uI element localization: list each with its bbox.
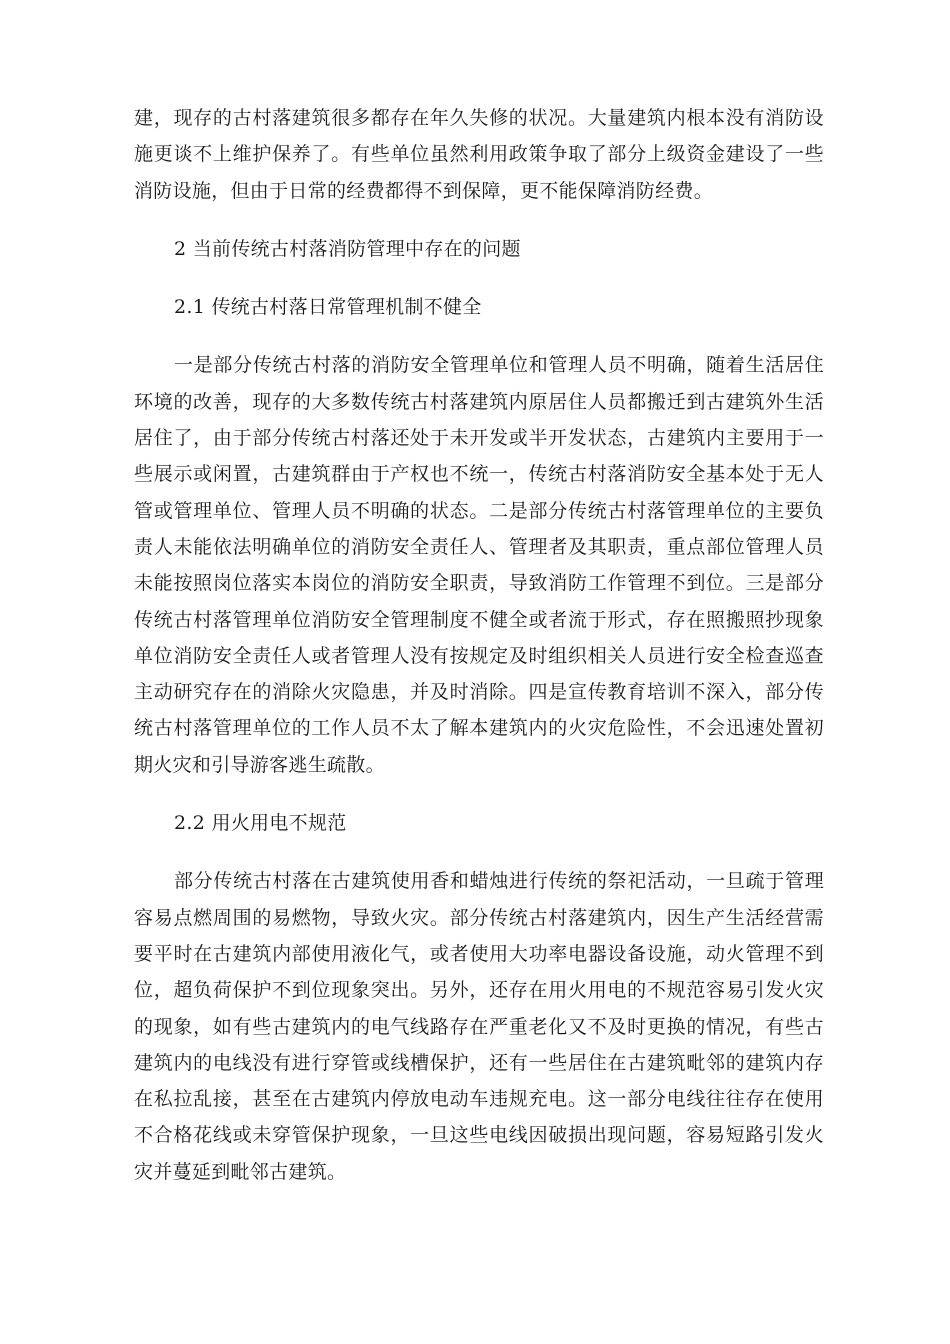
text-line: 管或管理单位、管理人员不明确的状态。二是部分传统古村落管理单位的主要负 bbox=[134, 499, 824, 522]
section-heading: 2.2 用火用电不规范 bbox=[174, 812, 347, 835]
text-line: 传统古村落管理单位消防安全管理制度不健全或者流于形式，存在照搬照抄现象 bbox=[134, 608, 824, 631]
text-line: 消防设施，但由于日常的经费都得不到保障，更不能保障消防经费。 bbox=[134, 179, 714, 202]
text-line: 未能按照岗位落实本岗位的消防安全职责，导致消防工作管理不到位。三是部分 bbox=[134, 572, 824, 595]
section-heading: 2.1 传统古村落日常管理机制不健全 bbox=[174, 296, 482, 319]
text-line: 一是部分传统古村落的消防安全管理单位和管理人员不明确，随着生活居住 bbox=[174, 354, 824, 377]
paragraph bbox=[134, 863, 824, 1190]
text-line: 统古村落管理单位的工作人员不太了解本建筑内的火灾危险性，不会迅速处置初 bbox=[134, 717, 824, 740]
text-line: 在私拉乱接，甚至在古建筑内停放电动车违规充电。这一部分电线往往存在使用 bbox=[134, 1088, 824, 1111]
text-line: 容易点燃周围的易燃物，导致火灾。部分传统古村落建筑内，因生产生活经营需 bbox=[134, 906, 824, 929]
text-line: 建，现存的古村落建筑很多都存在年久失修的状况。大量建筑内根本没有消防设 bbox=[134, 107, 824, 129]
text-line: 期火灾和引导游客逃生疏散。 bbox=[134, 753, 385, 776]
text-line: 建筑内的电线没有进行穿管或线槽保护，还有一些居住在古建筑毗邻的建筑内存 bbox=[134, 1051, 824, 1074]
text-line: 责人未能依法明确单位的消防安全责任人、管理者及其职责，重点部位管理人员 bbox=[134, 535, 824, 558]
text-line: 的现象，如有些古建筑内的电气线路存在严重老化又不及时更换的情况，有些古 bbox=[134, 1015, 824, 1038]
text-line: 单位消防安全责任人或者管理人没有按规定及时组织相关人员进行安全检查巡查 bbox=[134, 644, 824, 667]
text-line: 不合格花线或未穿管保护现象，一旦这些电线因破损出现问题，容易短路引发火 bbox=[134, 1124, 824, 1147]
text-line: 主动研究存在的消除火灾隐患，并及时消除。四是宣传教育培训不深入，部分传 bbox=[134, 681, 824, 704]
text-line: 位，超负荷保护不到位现象突出。另外，还存在用火用电的不规范容易引发火灾 bbox=[134, 979, 824, 1002]
text-line: 部分传统古村落在古建筑使用香和蜡烛进行传统的祭祀活动，一旦疏于管理 bbox=[174, 870, 824, 893]
text-line: 施更谈不上维护保养了。有些单位虽然利用政策争取了部分上级资金建设了一些 bbox=[134, 143, 824, 166]
text-line: 灾并蔓延到毗邻古建筑。 bbox=[134, 1160, 347, 1183]
text-line: 环境的改善，现存的大多数传统古村落建筑内原居住人员都搬迁到古建筑外生活 bbox=[134, 390, 824, 413]
document-body bbox=[134, 100, 824, 1212]
text-line: 居住了，由于部分传统古村落还处于未开发或半开发状态，古建筑内主要用于一 bbox=[134, 427, 824, 450]
section-heading: 2 当前传统古村落消防管理中存在的问题 bbox=[174, 237, 521, 260]
text-line: 些展示或闲置，古建筑群由于产权也不统一，传统古村落消防安全基本处于无人 bbox=[134, 463, 824, 486]
text-line: 要平时在古建筑内部使用液化气，或者使用大功率电器设备设施，动火管理不到 bbox=[134, 942, 824, 965]
paragraph bbox=[134, 347, 824, 783]
paragraph bbox=[134, 100, 824, 209]
